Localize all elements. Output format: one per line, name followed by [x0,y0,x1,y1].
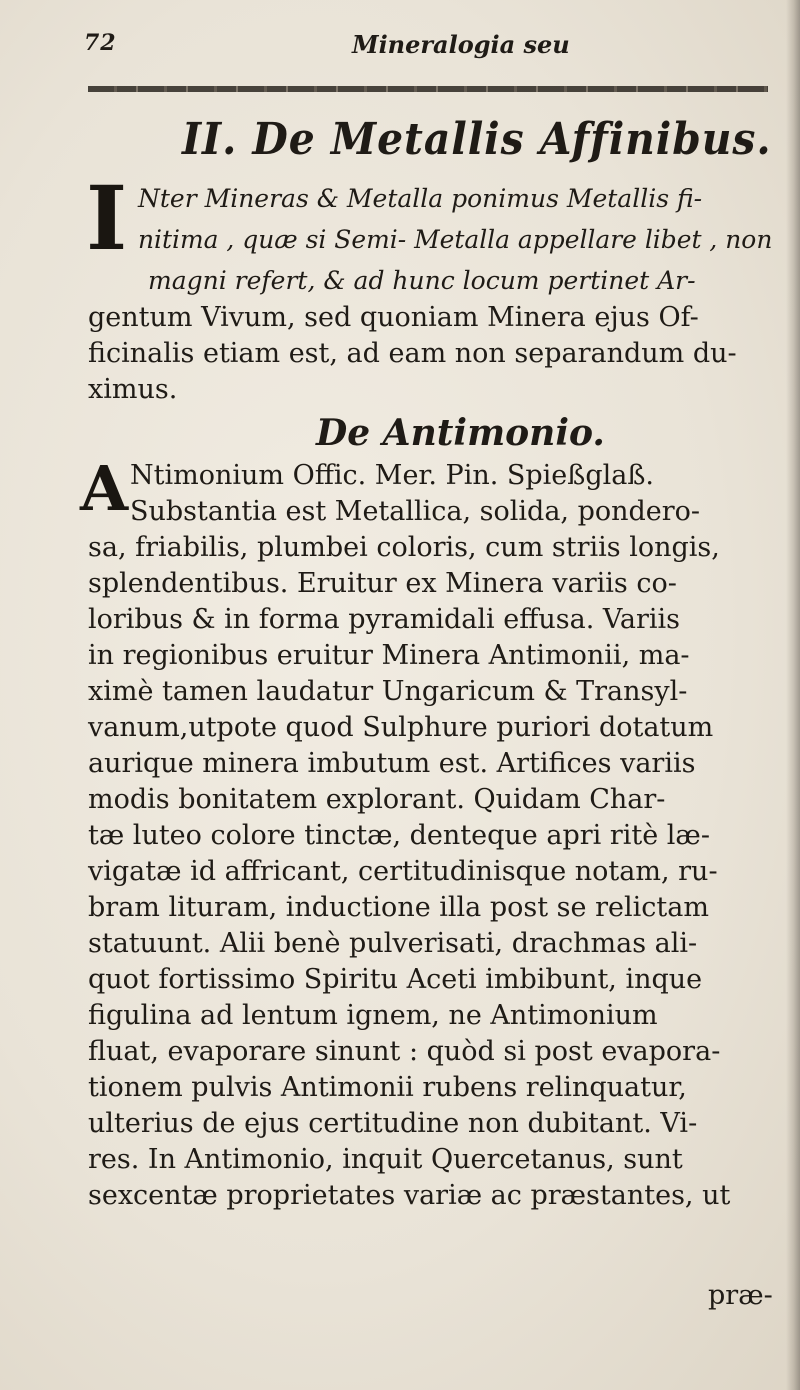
text-line: bram lituram, inductione illa post se relictam [88,892,709,923]
section-line: Nter Mineras & Metalla ponimus Metallis fi- [138,184,703,213]
text-line: aurique minera imbutum est. Artifices variis [88,748,696,779]
text-line: tionem pulvis Antimonii rubens relinquatur, [88,1072,687,1103]
page-edge-shadow [786,0,800,1390]
text-line: in regionibus eruitur Minera Antimonii, ma- [88,640,690,671]
text-line: vanum,utpote quod Sulphure puriori dotatum [88,712,714,743]
section-line: ficinalis etiam est, ad eam non separandum du- [88,338,737,369]
page-number: 72 [84,30,117,56]
section-title: II. De Metallis Affinibus. [182,114,772,165]
text-line: vigatæ id affricant, certitudinisque notam, ru- [88,856,718,887]
text-line: Ntimonium Offic. Mer. Pin. Spießglaß. [130,460,654,491]
catchword: præ- [708,1280,773,1311]
subsection-dropcap: A [80,452,129,525]
section-line: ximus. [88,374,178,405]
section-line: magni refert, & ad hunc locum pertinet Ar- [148,266,696,295]
running-head: Mineralogia seu [352,30,570,59]
text-line: sa, friabilis, plumbei coloris, cum striis longis, [88,532,720,563]
section-dropcap: I [86,166,128,270]
text-line: statuunt. Alii benè pulverisati, drachmas ali- [88,928,698,959]
section-line: nitima , quæ si Semi- Metalla appellare libet , non [138,225,773,254]
text-line: ulterius de ejus certitudine non dubitant. Vi- [88,1108,698,1139]
text-line: res. In Antimonio, inquit Quercetanus, sunt [88,1144,683,1175]
text-line: modis bonitatem explorant. Quidam Char- [88,784,666,815]
text-line: tæ luteo colore tinctæ, denteque apri ritè læ- [88,820,710,851]
text-line: sexcentæ proprietates variæ ac præstantes, ut [88,1180,731,1211]
text-line: figulina ad lentum ignem, ne Antimonium [88,1000,658,1031]
text-line: splendentibus. Eruitur ex Minera variis co- [88,568,677,599]
text-line: ximè tamen laudatur Ungaricum & Transyl- [88,676,688,707]
text-line: fluat, evaporare sinunt : quòd si post evapora- [88,1036,721,1067]
text-line: quot fortissimo Spiritu Aceti imbibunt, inque [88,964,703,995]
text-line: Substantia est Metallica, solida, pondero- [130,496,701,527]
subsection-title: De Antimonio. [316,412,605,454]
text-line: loribus & in forma pyramidali effusa. Variis [88,604,681,635]
section-line: gentum Vivum, sed quoniam Minera ejus Of- [88,302,699,333]
header-rule [88,86,768,92]
